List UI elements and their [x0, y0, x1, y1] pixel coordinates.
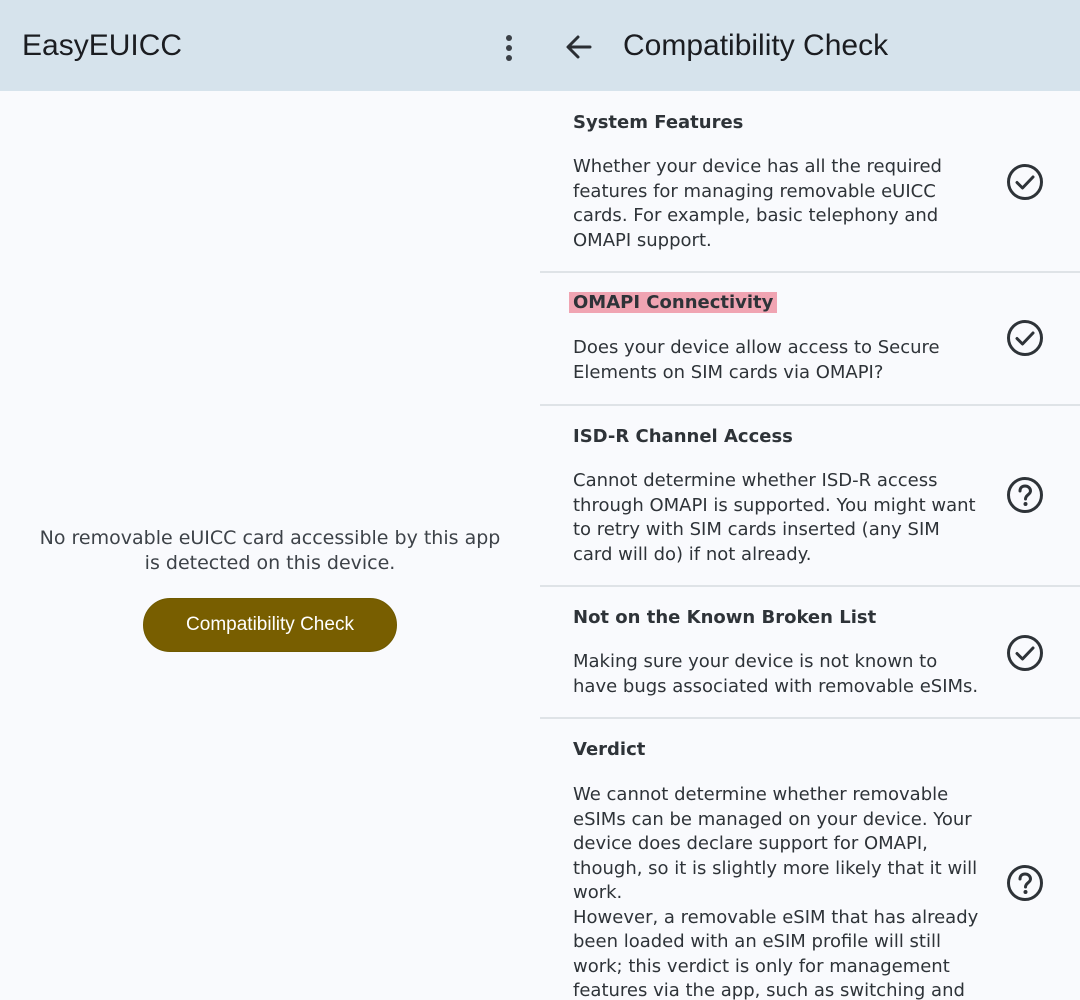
verdict-paragraph: We cannot determine whether removable eSIMs can be managed on your device. Your device does declare support for OMAPI, though, so it is slightly more likely that it will work.: [573, 784, 978, 903]
page-title: Compatibility Check: [623, 29, 889, 62]
empty-state-message: No removable eUICC card accessible by this app is detected on this device.: [39, 527, 501, 574]
top-app-bar: [540, 0, 1080, 91]
top-app-bar: [0, 0, 540, 91]
divider: [540, 404, 1080, 406]
verdict-paragraph: However, a removable eSIM that has already been loaded with an eSIM profile will still work; this verdict is only for management features via the app, such as switching and: [573, 906, 979, 1000]
section-description: Does your device allow access to Secure Elements on SIM cards via OMAPI?: [573, 337, 940, 383]
divider: [540, 717, 1080, 719]
section-title: Verdict: [573, 739, 646, 760]
section-title: Not on the Known Broken List: [573, 607, 877, 628]
section-title: ISD-R Channel Access: [573, 426, 793, 447]
section-description: Cannot determine whether ISD-R access through OMAPI is supported. You might want to retry with SIM cards inserted (any SIM card will do) if not already.: [573, 470, 976, 565]
help-circle-icon: [1006, 864, 1044, 902]
check-circle-icon: [1006, 319, 1044, 357]
compatibility-check-screen: [540, 0, 1080, 1000]
arrow-back-icon[interactable]: [562, 28, 596, 66]
check-circle-icon: [1006, 163, 1044, 201]
section-description: Making sure your device is not known to have bugs associated with removable eSIMs.: [573, 651, 979, 697]
check-circle-icon: [1006, 634, 1044, 672]
highlighted-title: OMAPI Connectivity: [569, 292, 777, 313]
divider: [540, 271, 1080, 273]
more-vert-icon[interactable]: [494, 30, 524, 66]
app-title: EasyEUICC: [22, 29, 183, 62]
divider: [540, 585, 1080, 587]
section-description: [573, 783, 983, 1000]
help-circle-icon: [1006, 476, 1044, 514]
compatibility-check-button[interactable]: Compatibility Check: [143, 598, 397, 652]
section-title: System Features: [573, 112, 744, 133]
section-title: [573, 290, 777, 315]
section-description: Whether your device has all the required features for managing removable eUICC cards. For example, basic telephony and OMAPI support.: [573, 156, 942, 251]
